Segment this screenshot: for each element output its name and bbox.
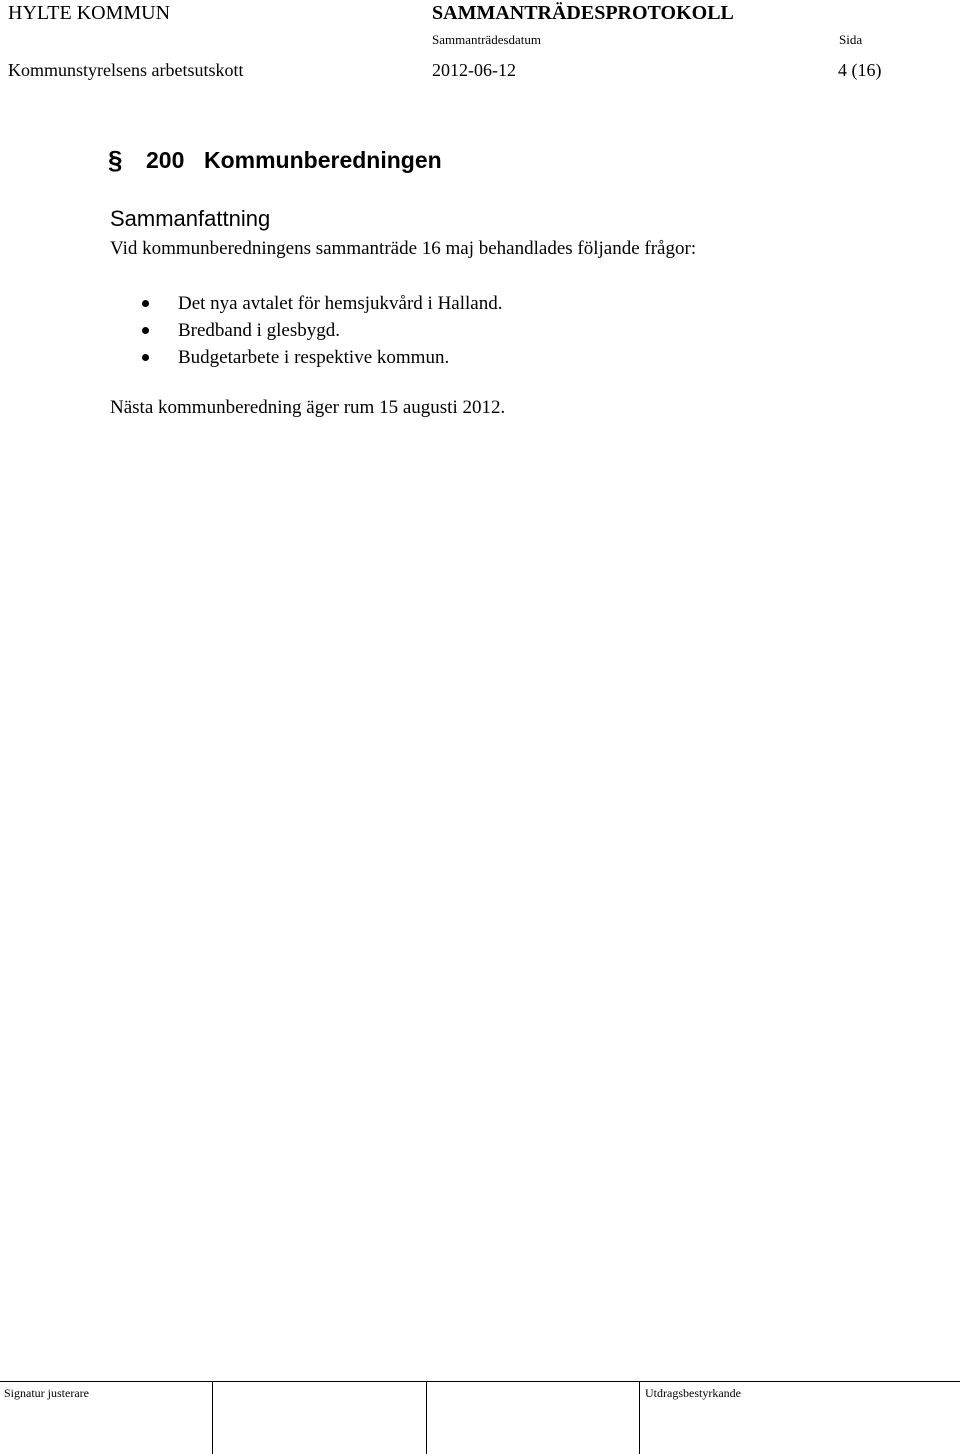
signature-box-divider — [639, 1381, 640, 1454]
committee-name: Kommunstyrelsens arbetsutskott — [8, 60, 244, 80]
list-item-text: Det nya avtalet för hemsjukvård i Halland. — [178, 293, 503, 314]
organization-name: HYLTE KOMMUN — [8, 2, 171, 24]
meeting-date: 2012-06-12 — [432, 60, 516, 80]
footer-divider — [0, 1381, 960, 1382]
page-label: Sida — [839, 32, 863, 47]
list-item-text: Bredband i glesbygd. — [178, 320, 341, 341]
paragraph-sign: § — [108, 145, 123, 175]
closing-paragraph: Nästa kommunberedning äger rum 15 augusti 2012. — [110, 397, 506, 418]
document-type: SAMMANTRÄDESPROTOKOLL — [432, 2, 734, 24]
page-number: 4 (16) — [838, 60, 882, 80]
section-title: Kommunberedningen — [204, 147, 442, 173]
list-item-text: Budgetarbete i respektive kommun. — [178, 347, 450, 368]
signature-box-divider — [212, 1381, 213, 1454]
bullet-icon — [142, 354, 149, 361]
section-number: 200 — [146, 147, 185, 173]
bullet-icon — [142, 327, 149, 334]
extract-certification-label: Utdragsbestyrkande — [645, 1386, 741, 1400]
signature-label: Signatur justerare — [4, 1386, 89, 1400]
signature-box-divider — [426, 1381, 427, 1454]
date-label: Sammanträdesdatum — [432, 32, 542, 47]
intro-paragraph: Vid kommunberedningens sammanträde 16 maj behandlades följande frågor: — [110, 238, 697, 259]
summary-heading: Sammanfattning — [110, 206, 271, 231]
bullet-icon — [142, 300, 149, 307]
